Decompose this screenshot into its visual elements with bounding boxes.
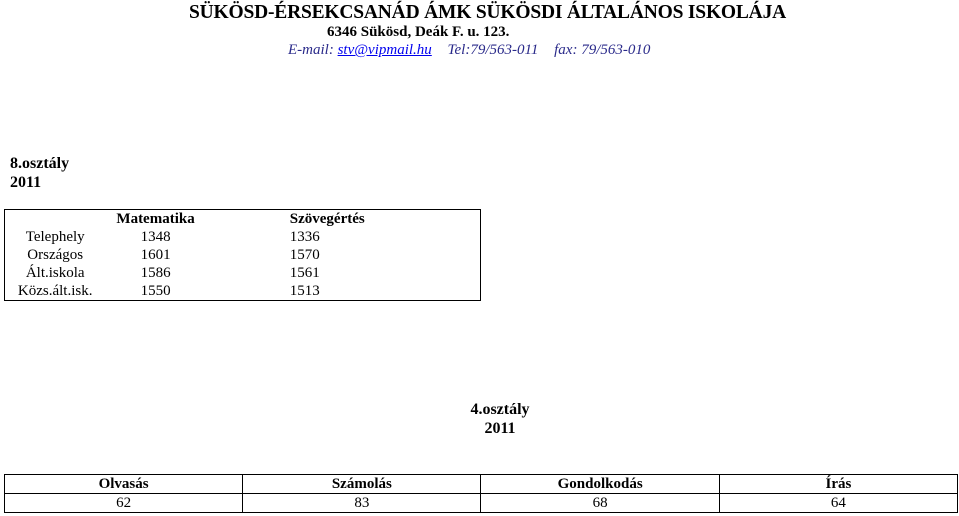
iras-value: 64 — [830, 495, 846, 511]
row-label: Országos — [27, 247, 84, 263]
gondolkodas-value: 68 — [481, 494, 719, 513]
column-header-olvasas: Olvasás — [5, 475, 243, 494]
row-label: Telephely — [25, 229, 85, 245]
grade4-results-table — [4, 474, 958, 513]
phone-number: Tel:79/563-011 — [447, 42, 539, 58]
grade8-year: 2011 — [10, 174, 42, 191]
olvasas-value: 62 — [5, 494, 243, 513]
fax-number: fax: 79/563-010 — [554, 42, 651, 58]
row-label: Közs.ált.isk. — [17, 283, 93, 299]
table-row — [5, 494, 958, 513]
grade4-year: 2011 — [484, 420, 516, 437]
grade8-results-table — [4, 209, 481, 301]
contact-line — [288, 42, 650, 59]
szovegertes-value: 1570 — [289, 247, 320, 263]
matematika-value: 1550 — [140, 283, 171, 299]
email-label: E-mail: — [288, 42, 334, 58]
szamolas-value: 83 — [243, 494, 481, 513]
grade4-heading — [440, 400, 560, 438]
email-link[interactable]: stv@vipmail.hu — [337, 42, 432, 58]
table-row — [5, 264, 481, 282]
szovegertes-value: 1561 — [289, 265, 320, 281]
column-header-gondolkodas: Gondolkodás — [481, 475, 719, 494]
szovegertes-value: 1513 — [289, 283, 320, 299]
table-header-row — [5, 475, 958, 494]
matematika-value: 1601 — [140, 247, 171, 263]
column-header-iras: Írás — [719, 475, 957, 494]
column-header-szovegertes: Szövegértés — [289, 211, 365, 227]
column-header — [5, 210, 106, 229]
grade8-title: 8.osztály — [10, 155, 70, 172]
table-row — [5, 282, 481, 301]
matematika-value: 1586 — [140, 265, 171, 281]
column-header-matematika: Matematika — [116, 211, 195, 227]
grade8-heading — [10, 154, 69, 192]
row-label: Ált.iskola — [25, 265, 85, 281]
table-row — [5, 246, 481, 264]
school-address: 6346 Sükösd, Deák F. u. 123. — [327, 24, 510, 40]
table-row — [5, 228, 481, 246]
table-header-row — [5, 210, 481, 229]
szovegertes-value: 1336 — [289, 229, 320, 245]
column-header-szamolas: Számolás — [243, 475, 481, 494]
school-name: SÜKÖSD-ÉRSEKCSANÁD ÁMK SÜKÖSDI ÁLTALÁNOS ISKOLÁJA — [189, 2, 786, 23]
matematika-value: 1348 — [140, 229, 171, 245]
grade4-title: 4.osztály — [470, 401, 530, 418]
